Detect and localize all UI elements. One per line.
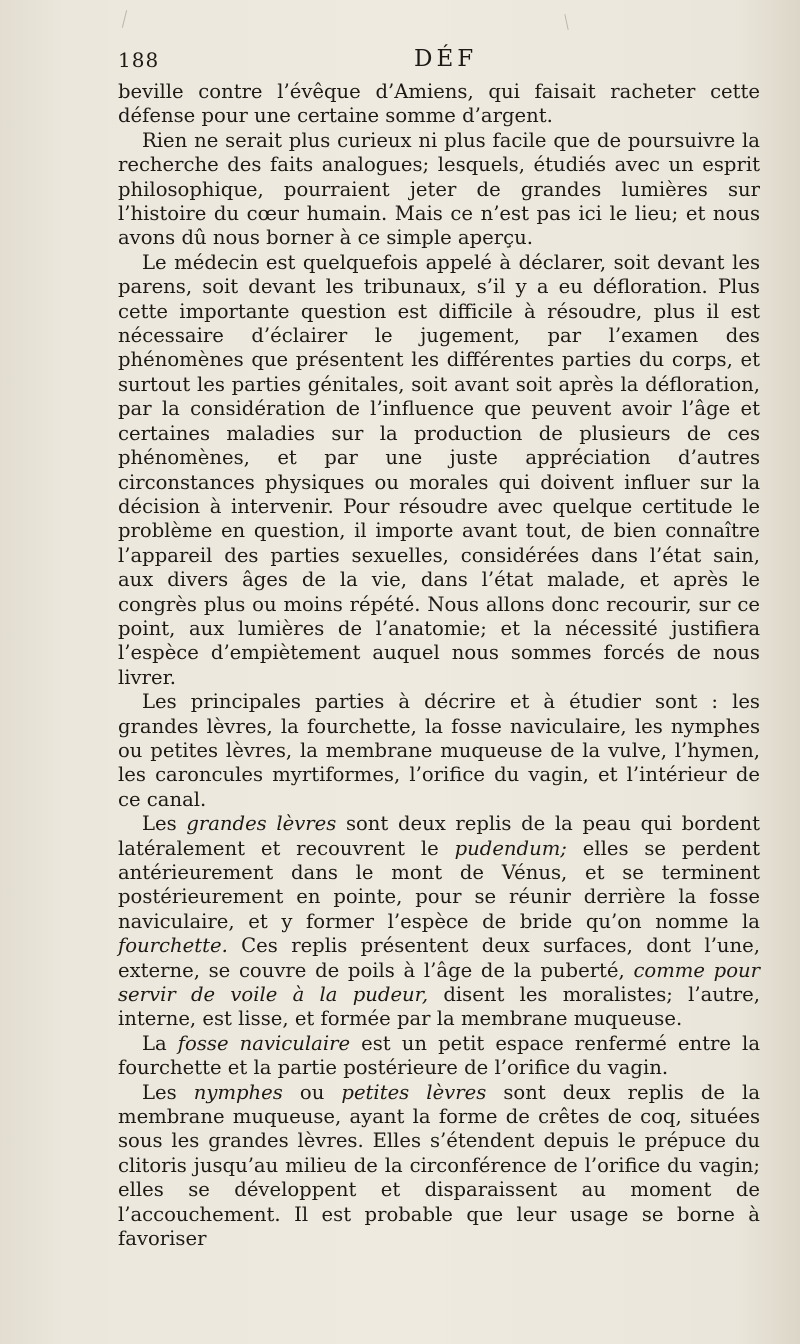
paragraph — [118, 812, 760, 1032]
italic-term: fourchette. — [118, 934, 228, 958]
italic-term: comme pour servir de voile à la pudeur, — [118, 958, 760, 1007]
text-run: beville contre l’évêque d’Amiens, qui faisait racheter cette défense pour une certaine somme d’argent. — [118, 80, 760, 128]
italic-term: grandes lèvres — [186, 812, 337, 836]
paragraph — [118, 690, 760, 812]
page-number: 188 — [118, 48, 160, 72]
text-run: disent les moralistes; l’autre, interne, est lisse, et formée par la membrane muqueuse. — [118, 983, 760, 1031]
text-run: ou — [282, 1080, 342, 1104]
paragraph — [118, 1081, 760, 1252]
paper-mark — [564, 14, 568, 30]
italic-term: nymphes — [193, 1080, 283, 1104]
running-head: DÉF — [414, 46, 478, 72]
page-header — [118, 44, 758, 78]
paragraph — [118, 129, 760, 251]
text-run: Les — [142, 812, 187, 836]
paragraph — [118, 251, 760, 690]
paragraph — [118, 80, 760, 129]
text-run: sont deux replis de la membrane muqueuse, ayant la forme de crêtes de coq, situées sous les grandes lèvres. Elles s’étendent depuis le prépuce du clitoris jusqu’au milieu de la circonférence de l’orifice du vagin; elles se développent et disparaissent au moment de l’accouchement. Il est probable que leur usage se borne à favoriser — [118, 1080, 761, 1251]
body-text — [118, 80, 760, 1252]
text-run: Les principales parties à décrire et à étudier sont : les grandes lèvres, la fourchette, la fosse naviculaire, les nymphes ou petites lèvres, la membrane muqueuse de la vulve, l’hymen, les caroncules myrtiformes, l’orifice du vagin, et l’intérieur de ce canal. — [118, 690, 760, 811]
paper-mark — [122, 10, 127, 28]
italic-term: fosse naviculaire — [177, 1031, 351, 1055]
text-run: Les — [142, 1080, 194, 1104]
text-run: sont deux replis de la peau qui bordent latéralement et recouvrent le — [118, 812, 760, 860]
text-run: est un petit espace renfermé entre la fourchette et la partie postérieure de l’orifice du vagin. — [118, 1031, 761, 1080]
italic-term: petites lèvres — [341, 1080, 487, 1104]
paragraph — [118, 1032, 760, 1081]
text-run: elles se perdent antérieurement dans le mont de Vénus, et se terminent postérieurement en pointe, pour se réunir derrière la fosse naviculaire, et y former l’espèce de bride qu’on nomme la — [118, 836, 760, 933]
text-run: Rien ne serait plus curieux ni plus facile que de poursuivre la recherche des faits analogues; lesquels, étudiés avec un esprit philosophique, pourraient jeter de grandes lumières sur l’histoire du cœur humain. Mais ce n’est pas ici le lieu; et nous avons dû nous borner à ce simple aperçu. — [118, 128, 760, 250]
text-run: Ces replis présentent deux surfaces, dont l’une, externe, se couvre de poils à l’âge de la puberté, — [118, 934, 760, 982]
text-run: Le médecin est quelquefois appelé à déclarer, soit devant les parens, soit devant les tribunaux, s’il y a eu défloration. Plus cette importante question est difficile à résoudre, plus il est nécessaire d’éclairer le jugement, par l’examen des phénomènes que présentent les différentes parties du corps, et surtout les parties génitales, soit avant soit après la défloration, par la considération de l’influence que peuvent avoir l’âge et certaines maladies sur la production de plusieurs de ces phénomènes, et par une juste appréciation d’autres circonstances physiques ou morales qui doivent influer sur la décision à intervenir. Pour résoudre avec quelque certitude le problème en question, il importe avant tout, de bien connaître l’appareil des parties sexuelles, considérées dans l’état sain, aux divers âges de la vie, dans l’état malade, et après le congrès plus ou moins répété. Nous allons donc recourir, sur ce point, aux lumières de l’anatomie; et la nécessité justifiera l’espèce d’empiètement auquel nous sommes forcés de nous livrer. — [118, 250, 760, 689]
text-run: La — [142, 1031, 178, 1055]
italic-term: pudendum; — [454, 836, 567, 860]
